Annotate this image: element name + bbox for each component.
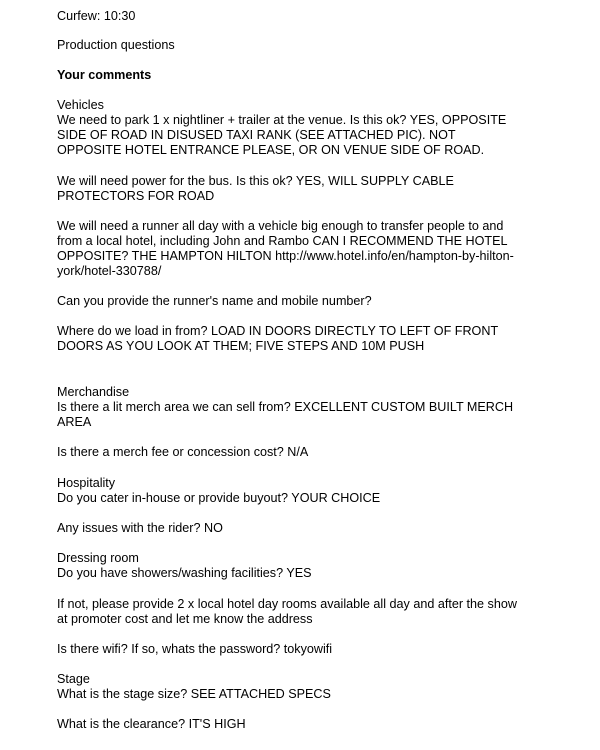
paragraph-line: We will need power for the bus. Is this ok? YES, WILL SUPPLY CABLE [57, 174, 454, 188]
paragraph-line: york/hotel-330788/ [57, 264, 162, 278]
paragraph-line: OPPOSITE? THE HAMPTON HILTON http://www.hotel.info/en/hampton-by-hilton- [57, 249, 514, 263]
paragraph-line: AREA [57, 415, 92, 429]
paragraph-line: OPPOSITE HOTEL ENTRANCE PLEASE, OR ON VENUE SIDE OF ROAD. [57, 143, 485, 157]
production-questions-heading: Production questions [57, 38, 175, 52]
paragraph-line: Where do we load in from? LOAD IN DOORS DIRECTLY TO LEFT OF FRONT [57, 324, 499, 338]
paragraph-line: Is there wifi? If so, whats the password? tokyowifi [57, 642, 333, 656]
paragraph-line: at promoter cost and let me know the address [57, 612, 313, 626]
stage-heading: Stage [57, 672, 90, 686]
paragraph-line: We will need a runner all day with a vehicle big enough to transfer people to and [57, 219, 504, 233]
paragraph-line: What is the clearance? IT'S HIGH [57, 717, 246, 731]
paragraph-line: Can you provide the runner's name and mobile number? [57, 294, 372, 308]
paragraph-line: from a local hotel, including John and Rambo CAN I RECOMMEND THE HOTEL [57, 234, 508, 248]
paragraph-line: PROTECTORS FOR ROAD [57, 189, 215, 203]
paragraph-line: Any issues with the rider? NO [57, 521, 223, 535]
paragraph-line: What is the stage size? SEE ATTACHED SPECS [57, 687, 331, 701]
paragraph-line: Do you have showers/washing facilities? YES [57, 566, 312, 580]
merchandise-heading: Merchandise [57, 385, 130, 399]
paragraph-line: Do you cater in-house or provide buyout? YOUR CHOICE [57, 491, 381, 505]
paragraph-line: Is there a merch fee or concession cost? N/A [57, 445, 309, 459]
dressing-room-heading: Dressing room [57, 551, 139, 565]
paragraph-line: If not, please provide 2 x local hotel day rooms available all day and after the show [57, 597, 517, 611]
paragraph-line: DOORS AS YOU LOOK AT THEM; FIVE STEPS AND 10M PUSH [57, 339, 425, 353]
your-comments-heading: Your comments [57, 68, 152, 82]
paragraph-line: We need to park 1 x nightliner + trailer at the venue. Is this ok? YES, OPPOSITE [57, 113, 507, 127]
curfew-line: Curfew: 10:30 [57, 9, 136, 23]
paragraph-line: Is there a lit merch area we can sell from? EXCELLENT CUSTOM BUILT MERCH [57, 400, 514, 414]
hospitality-heading: Hospitality [57, 476, 116, 490]
paragraph-line: SIDE OF ROAD IN DISUSED TAXI RANK (SEE ATTACHED PIC). NOT [57, 128, 456, 142]
vehicles-heading: Vehicles [57, 98, 104, 112]
